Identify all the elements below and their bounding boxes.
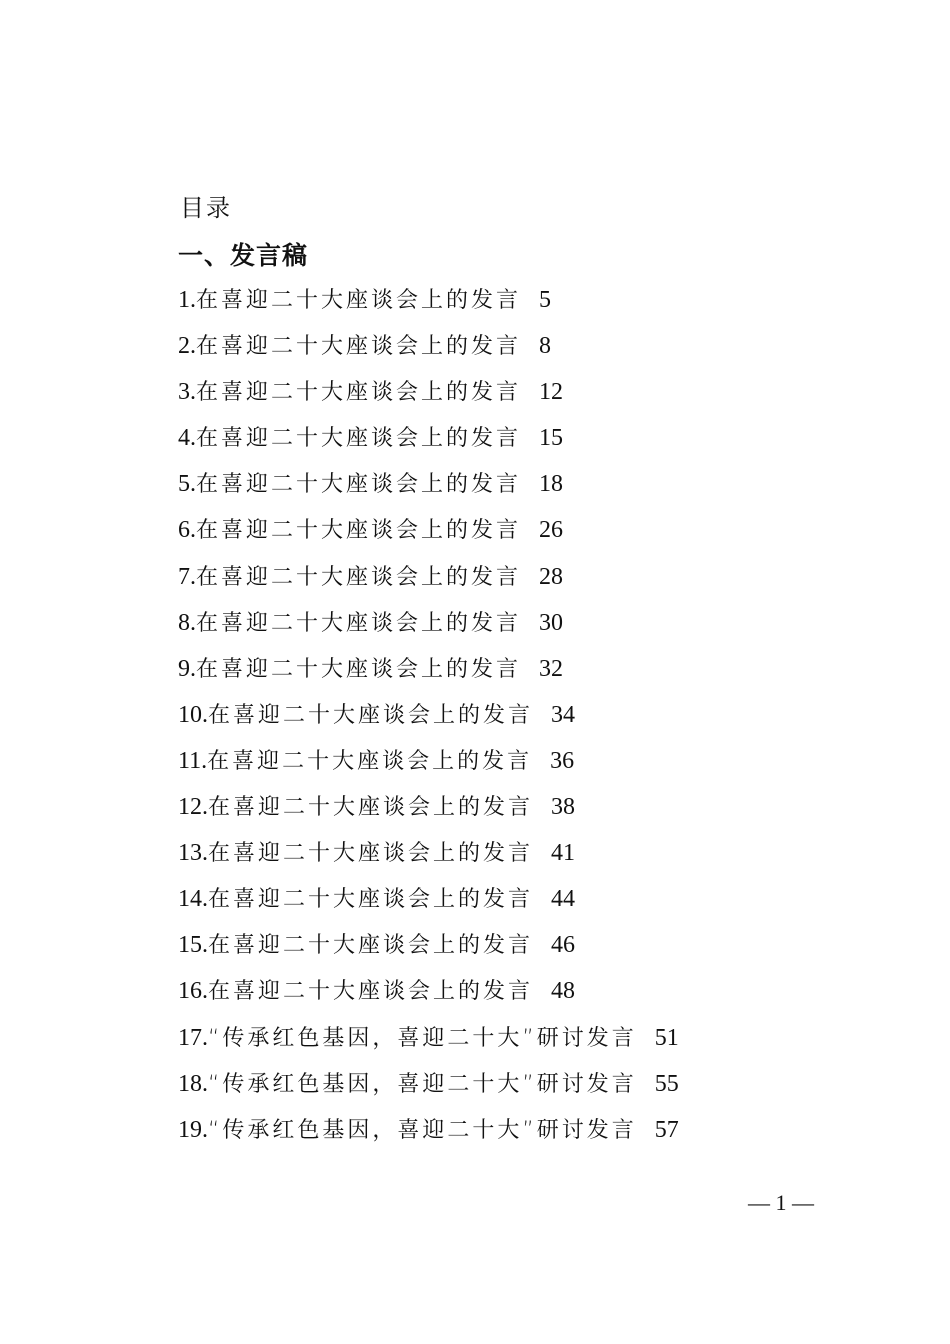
entry-page-number: 41 [551, 840, 576, 867]
entry-page-number: 46 [551, 932, 576, 959]
toc-entry[interactable] [178, 695, 679, 741]
entry-page-number: 36 [550, 747, 575, 774]
toc-entry[interactable] [178, 418, 679, 464]
entry-number: 14. [178, 886, 208, 913]
entry-page-number: 30 [539, 609, 564, 636]
toc-entry[interactable] [178, 372, 679, 418]
entry-page-number: 34 [551, 701, 576, 728]
entry-number: 2. [178, 333, 196, 360]
entry-page-number: 12 [539, 379, 564, 406]
entry-title: 在喜迎二十大座谈会上的发言 [196, 656, 522, 682]
toc-entry[interactable] [178, 971, 679, 1017]
entry-number: 7. [178, 563, 196, 590]
toc-entry[interactable] [178, 1064, 679, 1110]
footer-page-number: — 1 — [748, 1190, 814, 1215]
entry-title: “传承红色基因，喜迎二十大”研讨发言 [208, 1117, 637, 1143]
entry-title: 在喜迎二十大座谈会上的发言 [208, 702, 534, 728]
entry-number: 16. [178, 978, 208, 1005]
entry-number: 5. [178, 471, 196, 498]
entry-title: 在喜迎二十大座谈会上的发言 [196, 426, 522, 452]
entry-page-number: 15 [539, 425, 564, 452]
toc-entry[interactable] [178, 557, 679, 603]
toc-entry[interactable] [178, 1110, 679, 1156]
entry-title: 在喜迎二十大座谈会上的发言 [196, 334, 522, 360]
toc-entry[interactable] [178, 464, 679, 510]
entry-title: 在喜迎二十大座谈会上的发言 [208, 887, 534, 913]
toc-entry[interactable] [178, 879, 679, 925]
section-heading: 一、发言稿 [178, 241, 309, 270]
toc-entry[interactable] [178, 649, 679, 695]
entry-title: “传承红色基因，喜迎二十大”研讨发言 [208, 1071, 637, 1097]
entry-number: 10. [178, 701, 208, 728]
entry-title: 在喜迎二十大座谈会上的发言 [196, 472, 522, 498]
entry-title: 在喜迎二十大座谈会上的发言 [208, 933, 534, 959]
toc-entry[interactable] [178, 603, 679, 649]
entry-title: 在喜迎二十大座谈会上的发言 [207, 748, 533, 774]
entry-page-number: 38 [551, 794, 576, 821]
toc-entry[interactable] [178, 326, 679, 372]
toc-entry[interactable] [178, 741, 679, 787]
entry-number: 13. [178, 840, 208, 867]
toc-entry[interactable] [178, 1018, 679, 1064]
toc-entry[interactable] [178, 787, 679, 833]
entry-page-number: 28 [539, 563, 564, 590]
entry-title: “传承红色基因，喜迎二十大”研讨发言 [208, 1025, 637, 1051]
entry-number: 8. [178, 609, 196, 636]
entry-title: 在喜迎二十大座谈会上的发言 [208, 979, 534, 1005]
entry-number: 17. [178, 1024, 208, 1051]
entry-title: 在喜迎二十大座谈会上的发言 [208, 795, 534, 821]
entry-number: 15. [178, 932, 208, 959]
entry-page-number: 51 [654, 1024, 679, 1051]
entry-number: 18. [178, 1070, 208, 1097]
entry-number: 11. [178, 747, 208, 774]
toc-title: 目录 [180, 194, 232, 222]
entry-title: 在喜迎二十大座谈会上的发言 [196, 518, 522, 544]
entry-page-number: 32 [539, 655, 564, 682]
entry-page-number: 44 [551, 886, 576, 913]
entry-number: 9. [178, 655, 196, 682]
entry-page-number: 57 [654, 1116, 679, 1143]
toc-entry[interactable] [178, 833, 679, 879]
toc-entry[interactable] [178, 280, 679, 326]
toc-entry[interactable] [178, 510, 679, 556]
entry-page-number: 48 [551, 978, 576, 1005]
toc-list [178, 280, 679, 1156]
entry-number: 1. [178, 287, 196, 313]
entry-title: 在喜迎二十大座谈会上的发言 [196, 380, 522, 406]
entry-number: 12. [178, 794, 208, 821]
entry-page-number: 18 [539, 471, 564, 498]
entry-number: 6. [178, 517, 196, 544]
entry-number: 4. [178, 425, 196, 452]
entry-number: 3. [178, 379, 196, 406]
entry-page-number: 8 [539, 333, 552, 360]
entry-page-number: 5 [539, 287, 552, 313]
entry-title: 在喜迎二十大座谈会上的发言 [208, 841, 534, 867]
entry-title: 在喜迎二十大座谈会上的发言 [196, 610, 522, 636]
entry-page-number: 26 [539, 517, 564, 544]
entry-page-number: 55 [654, 1070, 679, 1097]
entry-number: 19. [178, 1116, 208, 1143]
toc-entry[interactable] [178, 925, 679, 971]
entry-title: 在喜迎二十大座谈会上的发言 [196, 288, 522, 313]
entry-title: 在喜迎二十大座谈会上的发言 [196, 564, 522, 590]
